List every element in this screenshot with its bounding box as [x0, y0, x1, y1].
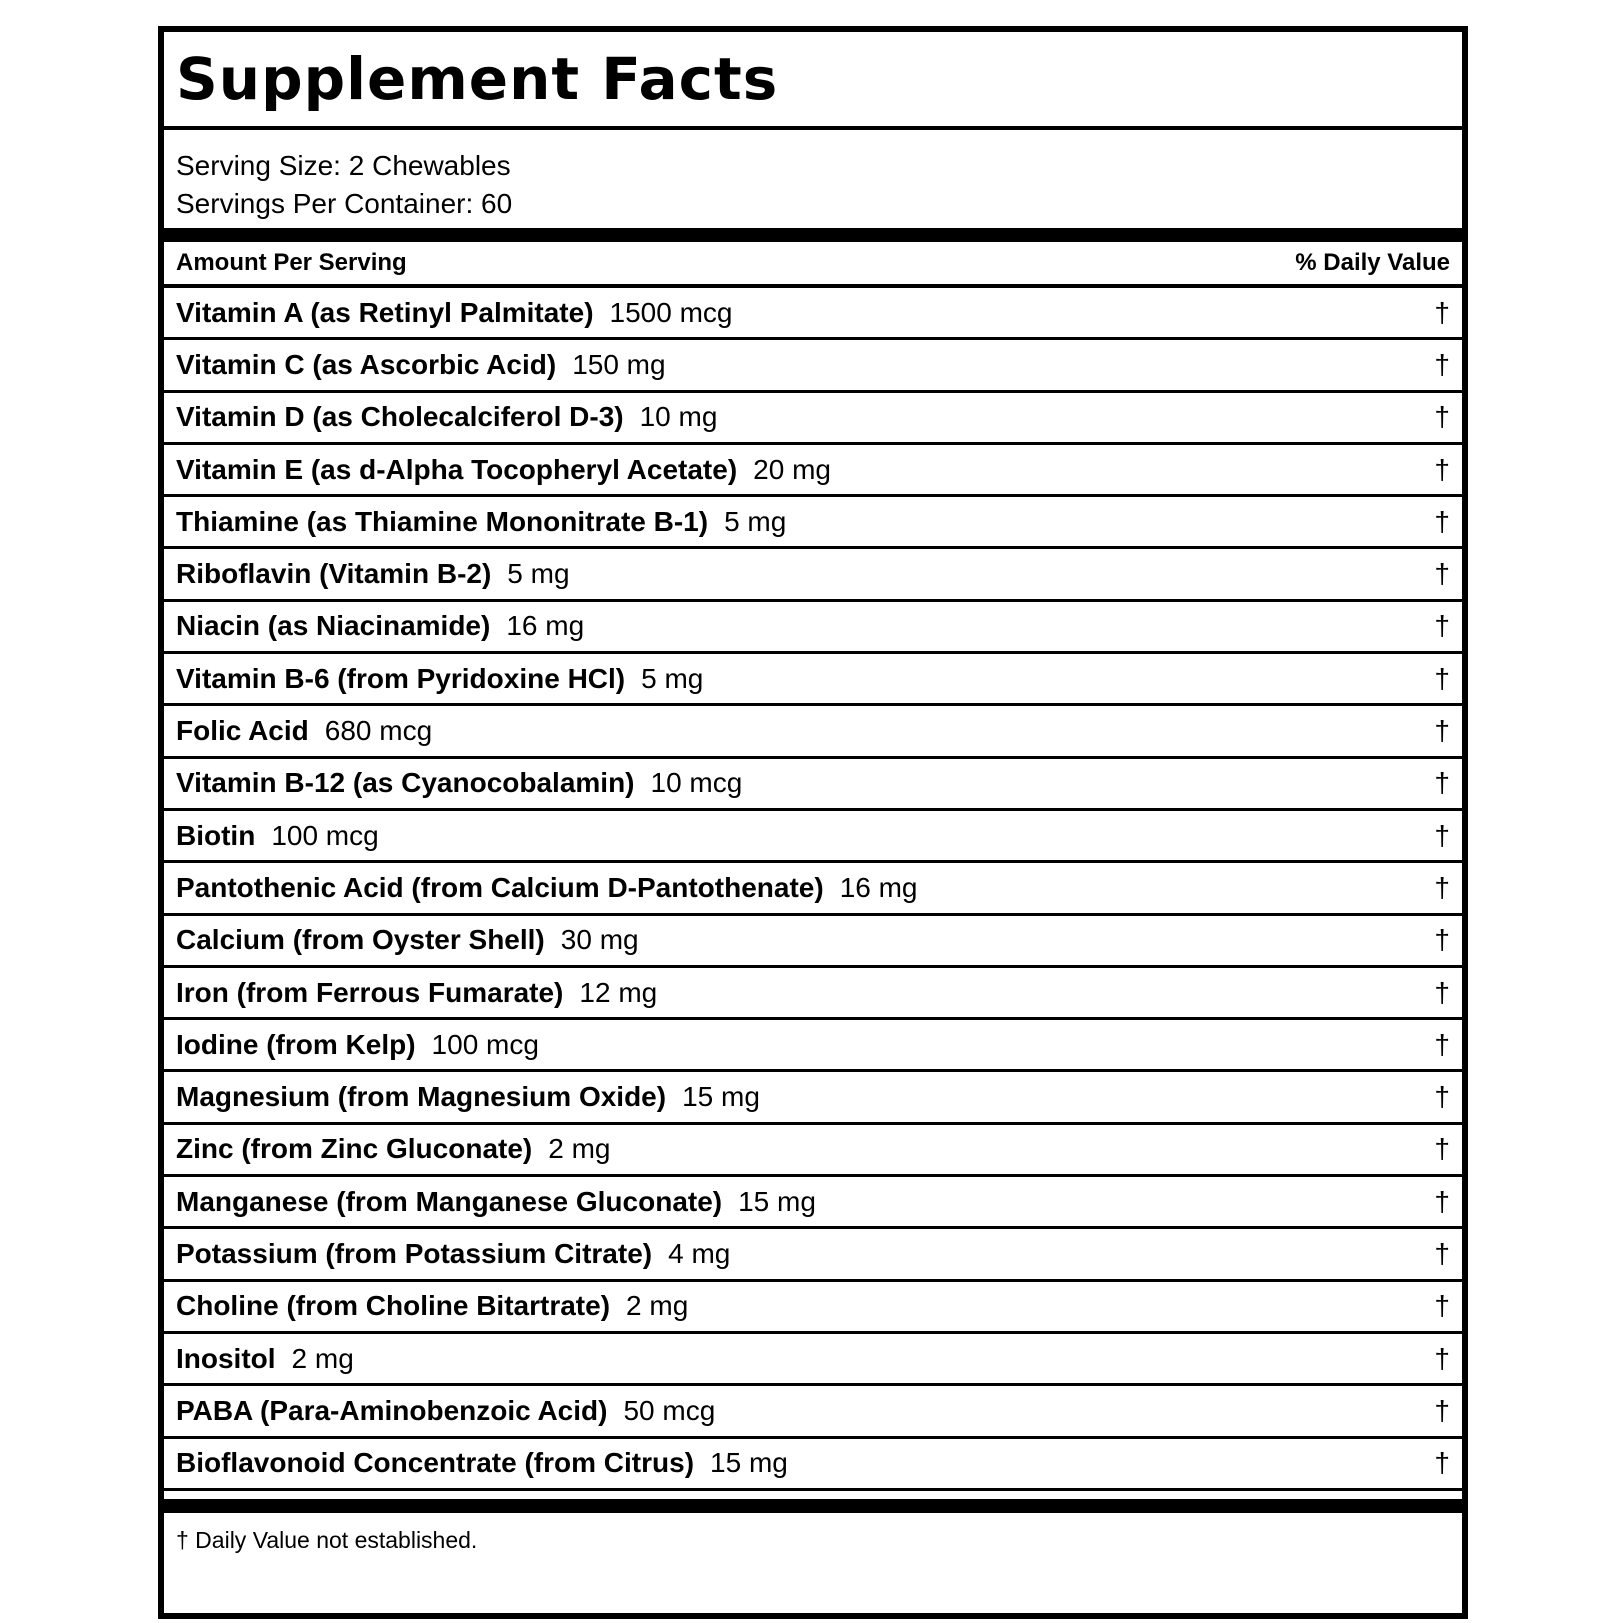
- nutrient-name: Pantothenic Acid (from Calcium D-Pantothenate): [176, 871, 824, 903]
- nutrient-row: [164, 340, 1462, 392]
- daily-value-dagger: †: [1434, 1028, 1450, 1060]
- nutrient-row: [164, 1439, 1462, 1491]
- nutrient-name: Biotin: [176, 819, 256, 851]
- nutrient-amount: 50 mcg: [623, 1394, 716, 1426]
- nutrient-row: [164, 1282, 1462, 1334]
- daily-value-dagger: †: [1434, 976, 1450, 1008]
- bottom-thick-divider: [164, 1503, 1462, 1513]
- daily-value-dagger: †: [1434, 1290, 1450, 1322]
- nutrient-amount: 2 mg: [291, 1342, 354, 1374]
- nutrient-name: Vitamin A (as Retinyl Palmitate): [176, 296, 594, 328]
- nutrient-row: [164, 811, 1462, 863]
- daily-value-dagger: †: [1434, 1185, 1450, 1217]
- nutrient-amount: 30 mg: [560, 924, 639, 956]
- daily-value-dagger: †: [1434, 1081, 1450, 1113]
- nutrient-row: [164, 654, 1462, 706]
- daily-value-dagger: †: [1434, 1394, 1450, 1426]
- nutrient-amount: 15 mg: [682, 1081, 760, 1113]
- daily-value-dagger: †: [1434, 401, 1450, 433]
- daily-value-dagger: †: [1434, 1447, 1450, 1479]
- nutrient-name: Niacin (as Niacinamide): [176, 610, 491, 642]
- nutrient-row: [164, 497, 1462, 549]
- nutrient-row: [164, 1334, 1462, 1386]
- daily-value-dagger: †: [1434, 1237, 1450, 1269]
- nutrient-name: Thiamine (as Thiamine Mononitrate B-1): [176, 505, 709, 537]
- nutrient-row: [164, 706, 1462, 758]
- nutrient-amount: 1500 mcg: [609, 296, 733, 328]
- nutrient-row: [164, 602, 1462, 654]
- nutrient-name: Inositol: [176, 1342, 276, 1374]
- nutrient-row: [164, 1020, 1462, 1072]
- column-header-row: [164, 242, 1462, 288]
- nutrient-row: [164, 759, 1462, 811]
- nutrient-name: Vitamin E (as d-Alpha Tocopheryl Acetate): [176, 453, 738, 485]
- amount-per-serving-header: Amount Per Serving: [176, 249, 407, 276]
- nutrient-row: [164, 863, 1462, 915]
- nutrient-amount: 15 mg: [738, 1185, 816, 1217]
- nutrient-row: [164, 549, 1462, 601]
- thin-divider: [164, 1491, 1462, 1503]
- nutrient-amount: 2 mg: [626, 1290, 689, 1322]
- daily-value-dagger: †: [1434, 1342, 1450, 1374]
- daily-value-header: % Daily Value: [1295, 249, 1450, 276]
- nutrient-name: Choline (from Choline Bitartrate): [176, 1290, 611, 1322]
- nutrient-row: [164, 916, 1462, 968]
- nutrient-name: Iodine (from Kelp): [176, 1028, 416, 1060]
- nutrient-amount: 15 mg: [710, 1447, 788, 1479]
- nutrient-amount: 10 mcg: [650, 767, 743, 799]
- nutrient-name: Vitamin B-6 (from Pyridoxine HCl): [176, 662, 626, 694]
- nutrient-name: Vitamin C (as Ascorbic Acid): [176, 348, 557, 380]
- nutrient-amount: 5 mg: [724, 505, 787, 537]
- daily-value-dagger: †: [1434, 558, 1450, 590]
- nutrient-amount: 20 mg: [753, 453, 831, 485]
- nutrient-amount: 5 mg: [507, 558, 570, 590]
- serving-size: Serving Size: 2 Chewables: [176, 150, 511, 181]
- daily-value-dagger: †: [1434, 715, 1450, 747]
- daily-value-dagger: †: [1434, 348, 1450, 380]
- nutrient-row: [164, 288, 1462, 340]
- nutrient-amount: 10 mg: [639, 401, 718, 433]
- nutrient-amount: 5 mg: [641, 662, 704, 694]
- daily-value-dagger: †: [1434, 1133, 1450, 1165]
- nutrient-name: Potassium (from Potassium Citrate): [176, 1237, 653, 1269]
- nutrient-amount: 4 mg: [668, 1237, 731, 1269]
- nutrient-list: [164, 288, 1462, 1491]
- nutrient-name: Manganese (from Manganese Gluconate): [176, 1185, 723, 1217]
- daily-value-dagger: †: [1434, 662, 1450, 694]
- nutrient-row: [164, 968, 1462, 1020]
- nutrient-amount: 680 mcg: [324, 715, 433, 747]
- daily-value-dagger: †: [1434, 505, 1450, 537]
- nutrient-amount: 16 mg: [506, 610, 585, 642]
- nutrient-amount: 12 mg: [579, 976, 658, 1008]
- nutrient-amount: 16 mg: [839, 871, 918, 903]
- daily-value-dagger: †: [1434, 819, 1450, 851]
- daily-value-dagger: †: [1434, 924, 1450, 956]
- nutrient-amount: 100 mcg: [271, 819, 379, 851]
- nutrient-name: Iron (from Ferrous Fumarate): [176, 976, 564, 1008]
- nutrient-name: Bioflavonoid Concentrate (from Citrus): [176, 1447, 695, 1479]
- daily-value-dagger: †: [1434, 296, 1450, 328]
- panel-title: Supplement Facts: [176, 45, 779, 113]
- daily-value-dagger: †: [1434, 767, 1450, 799]
- supplement-facts-panel: [158, 26, 1468, 1619]
- nutrient-name: Vitamin B-12 (as Cyanocobalamin): [176, 767, 635, 799]
- daily-value-dagger: †: [1434, 453, 1450, 485]
- nutrient-row: [164, 1386, 1462, 1438]
- nutrient-row: [164, 1125, 1462, 1177]
- nutrient-name: Riboflavin (Vitamin B-2): [176, 558, 492, 590]
- nutrient-row: [164, 393, 1462, 445]
- nutrient-name: Folic Acid: [176, 715, 309, 747]
- thick-divider: [164, 228, 1462, 242]
- daily-value-dagger: †: [1434, 871, 1450, 903]
- nutrient-row: [164, 1229, 1462, 1281]
- nutrient-amount: 100 mcg: [431, 1028, 539, 1060]
- nutrient-name: Magnesium (from Magnesium Oxide): [176, 1081, 667, 1113]
- nutrient-amount: 2 mg: [548, 1133, 611, 1165]
- nutrient-amount: 150 mg: [572, 348, 666, 380]
- nutrient-name: PABA (Para-Aminobenzoic Acid): [176, 1394, 608, 1426]
- nutrient-name: Calcium (from Oyster Shell): [176, 924, 545, 956]
- daily-value-dagger: †: [1434, 610, 1450, 642]
- servings-per-container: Servings Per Container: 60: [176, 188, 513, 219]
- footnote: † Daily Value not established.: [176, 1526, 478, 1553]
- nutrient-name: Vitamin D (as Cholecalciferol D-3): [176, 401, 624, 433]
- nutrient-row: [164, 1177, 1462, 1229]
- serving-info: [164, 130, 1462, 228]
- nutrient-name: Zinc (from Zinc Gluconate): [176, 1133, 533, 1165]
- title-block: [164, 32, 1462, 130]
- nutrient-row: [164, 445, 1462, 497]
- nutrient-row: [164, 1072, 1462, 1124]
